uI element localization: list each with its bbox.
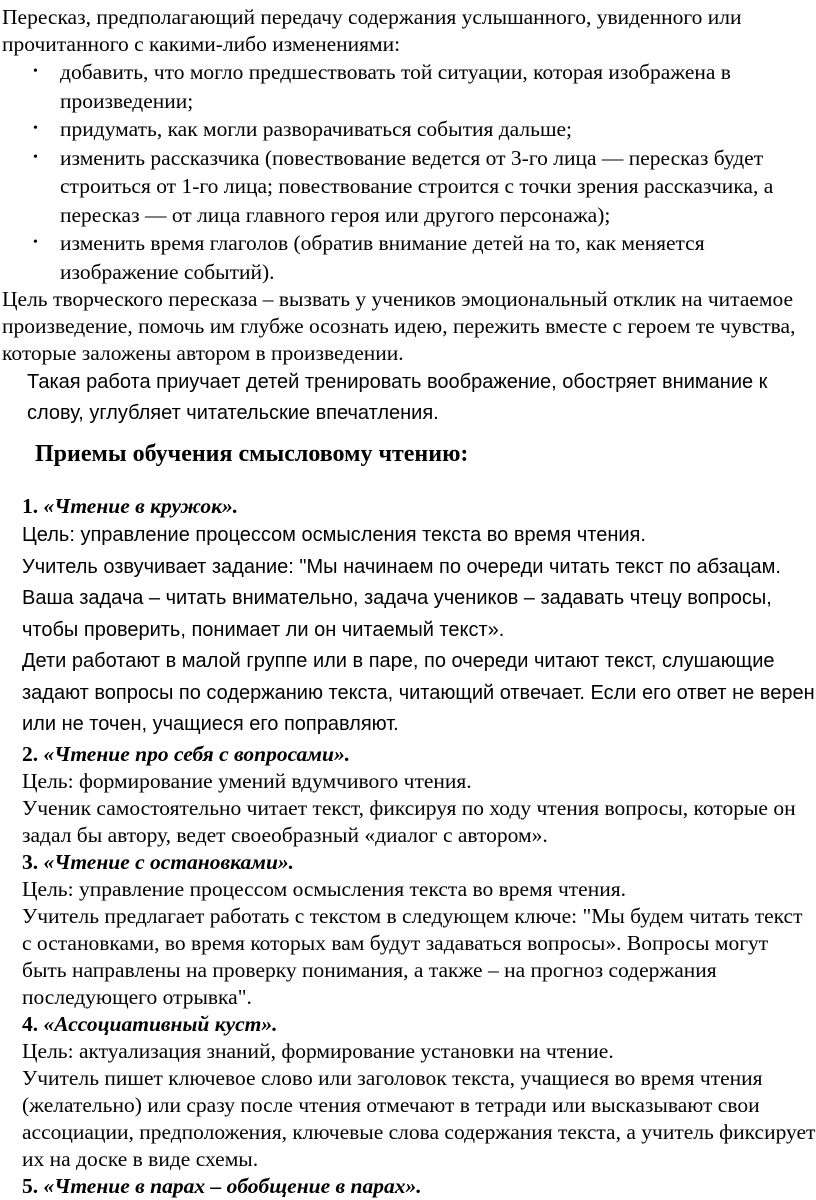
method-title: 2. «Чтение про себя с вопросами». [22, 741, 351, 766]
method-body: Учитель пишет ключевое слово или заголовок текста, учащиеся во время чтения (желательно) или сразу после чтения отмечают в тетради или высказывают свои ассоциации, предположения, ключевые слова содержания текста, а учитель фиксирует их на доске в виде схемы. [22, 1065, 816, 1171]
method-section-4 [0, 1011, 816, 1173]
bullet-item: • изменить рассказчика (повествование ведется от 3-го лица — пересказ будет строиться от 1-го лица; повествование строится с точки зрения рассказчика, а пересказ — от лица главного героя или другого персонажа); [33, 145, 774, 227]
section-heading: Приемы обучения смысловому чтению: [35, 441, 469, 467]
bullet-icon: • [33, 64, 38, 79]
method-body: Ученик самостоятельно читает текст, фиксируя по ходу чтения вопросы, которые он задал бы автору, ведет своеобразный «диалог с автором». [22, 795, 796, 847]
intro-paragraph: Пересказ, предполагающий передачу содержания услышанного, увиденного или прочитанного с какими-либо изменениями: [2, 5, 742, 56]
bullet-item: • изменить время глаголов (обратив внимание детей на то, как меняется изображение событий). [33, 231, 705, 284]
bullet-item: • придумать, как могли разворачиваться события дальше; [0, 115, 816, 144]
method-body: Учитель предлагает работать с текстом в следующем ключе: "Мы будем читать текст с остановками, во время которых вам будут задаваться вопросы». Вопросы могут быть направлены на проверку понимания, а также – на прогноз содержания последующего отрывка". [22, 903, 803, 1009]
method-title: 4. «Ассоциативный куст». [22, 1011, 278, 1036]
method-title: 5. «Чтение в парах – обобщение в парах». [22, 1173, 422, 1198]
method-goal: Цель: управление процессом осмысления текста во время чтения. [22, 876, 626, 901]
bullet-icon: • [33, 149, 38, 165]
bullet-list [0, 58, 816, 286]
bullet-icon: • [33, 121, 38, 136]
method-goal: Цель: управление процессом осмысления текста во время чтения. [22, 524, 646, 546]
bullet-icon: • [33, 235, 38, 250]
method-section-5 [0, 1173, 816, 1200]
method-title: 3. «Чтение с остановками». [22, 849, 295, 874]
goal-paragraph: Цель творческого пересказа – вызвать у учеников эмоциональный отклик на читаемое произведение, помочь им глубже осознать идею, пережить вместе с героем те чувства, которые заложены автором в произведении. [2, 287, 796, 365]
method-goal: Цель: формирование умений вдумчивого чтения. [22, 768, 472, 793]
method-body: Учитель озвучивает задание: "Мы начинаем по очереди читать текст по абзацам. Ваша задача – читать внимательно, задача учеников – задавать чтецу вопросы, чтобы проверить, понимает ли он читаемый текст». [22, 555, 781, 641]
effect-paragraph: Такая работа приучает детей тренировать воображение, обостряет внимание к слову, углубляет читательские впечатления. [27, 371, 768, 424]
method-goal: Цель: актуализация знаний, формирование установки на чтение. [22, 1038, 614, 1063]
method-section-3 [0, 849, 816, 1011]
method-title: 1. «Чтение в кружок». [22, 494, 239, 518]
method-section-2 [0, 741, 816, 849]
method-body: Дети работают в малой группе или в паре, по очереди читают текст, слушающие задают вопросы по содержанию текста, читающий отвечает. Если его ответ не верен или не точен, учащиеся его поправляют. [22, 650, 815, 735]
method-section-1 [0, 493, 816, 741]
bullet-item: • добавить, что могло предшествовать той ситуации, которая изображена в произведении; [33, 60, 731, 113]
